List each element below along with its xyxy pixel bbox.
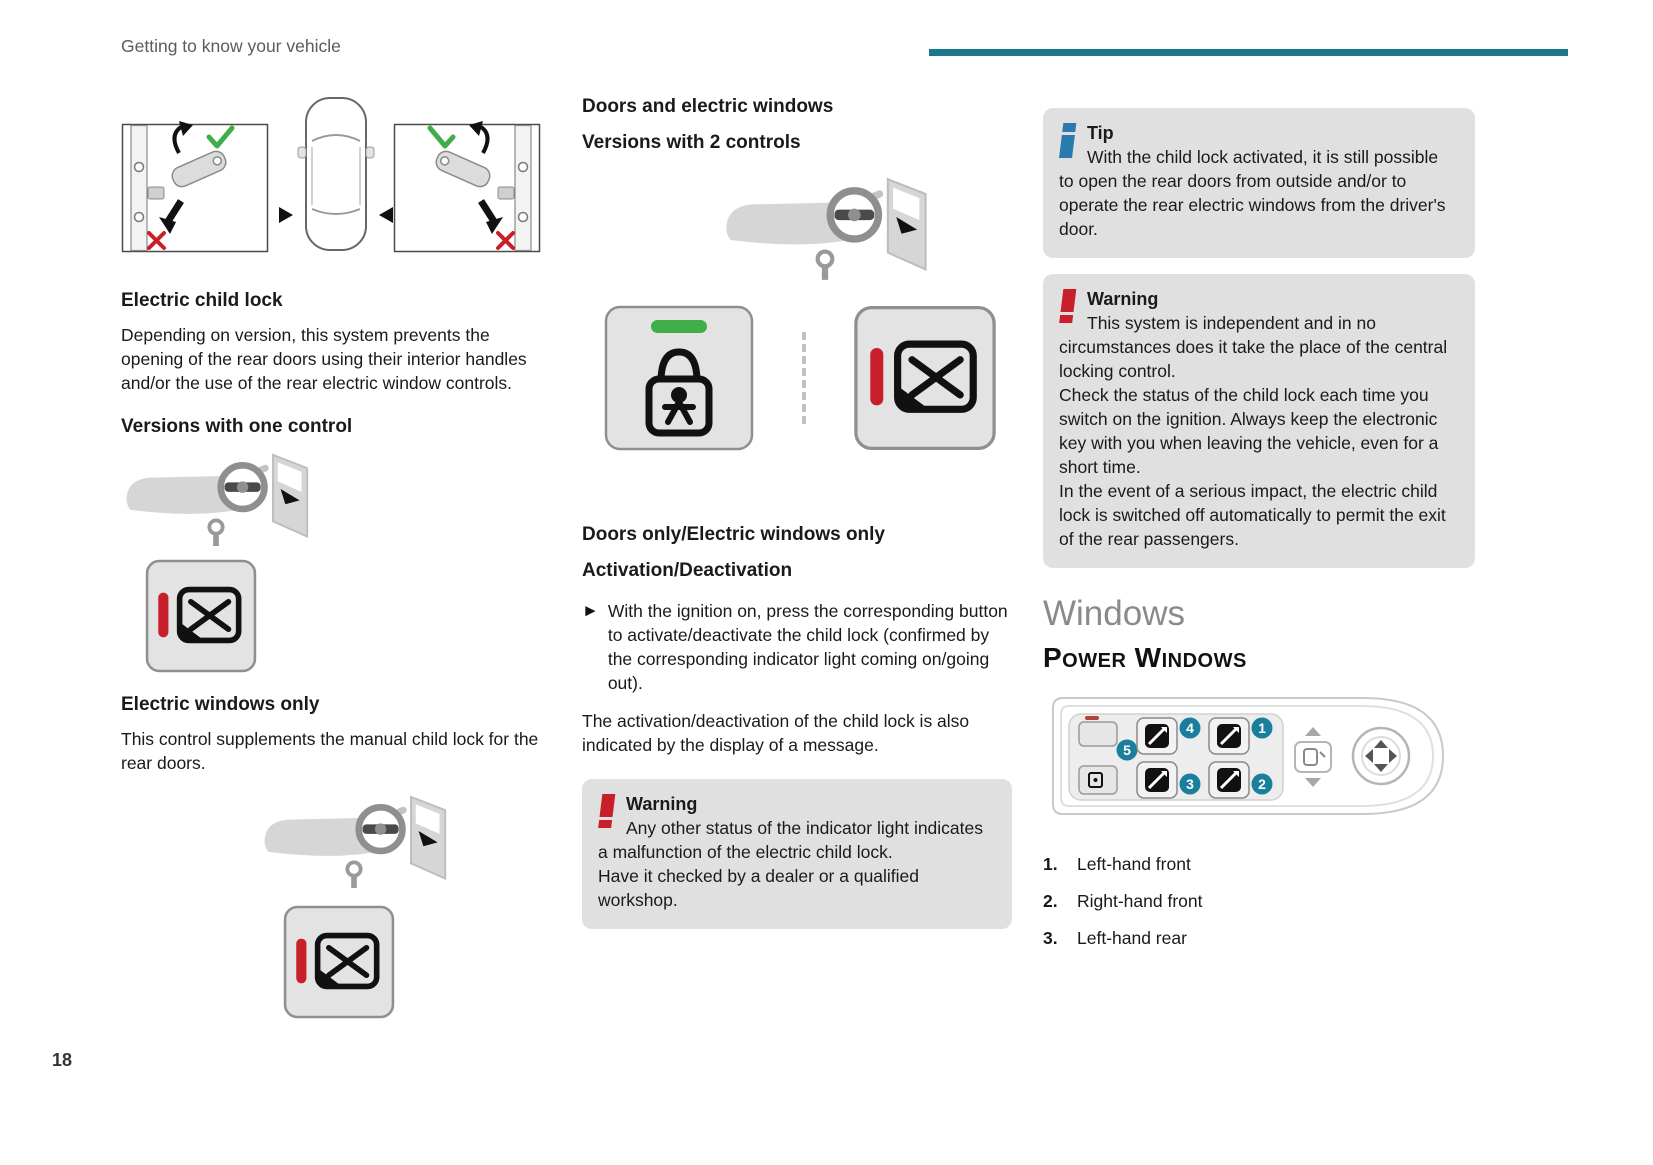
badge-2-label: 2 xyxy=(1258,776,1266,792)
legend-number: 2. xyxy=(1043,891,1058,911)
activation-title: Activation/Deactivation xyxy=(582,560,793,581)
deactivation-button xyxy=(1079,722,1117,746)
window-switch-icon xyxy=(1217,768,1241,792)
warning-line: Check the status of the child lock each time you switch on the ignition. Always keep the electronic key with you when leaving the vehicle, even for a short time. xyxy=(1059,385,1439,477)
lock-button xyxy=(1079,766,1117,794)
car-top-view-icon xyxy=(279,98,393,250)
warning-title: Warning xyxy=(626,794,698,814)
activation-note: The activation/deactivation of the child lock is also indicated by the display of a message. xyxy=(582,711,970,755)
window-switch-icon xyxy=(1217,724,1241,748)
key-icon xyxy=(347,862,360,875)
ignition-door-illustration xyxy=(259,791,449,891)
doors-only-title: Doors only/Electric windows only xyxy=(582,524,885,545)
power-windows-legend xyxy=(1043,852,1475,950)
legend-item xyxy=(1043,926,1475,950)
step-arrow-icon: ► xyxy=(582,601,599,620)
key-icon xyxy=(209,520,222,533)
versions-one-control-title: Versions with one control xyxy=(121,416,353,437)
arrow-left-icon xyxy=(379,207,393,223)
activation-step: ► With the ignition on, press the corresponding button to activate/deactivate the child lock (confirmed by the corresponding indicator light coming on/going out). xyxy=(582,601,1008,693)
dashed-divider xyxy=(802,332,806,424)
two-controls-buttons xyxy=(582,305,1012,451)
legend-item xyxy=(1043,852,1475,876)
ignition-door-illustration xyxy=(720,173,930,283)
warning-line: Any other status of the indicator light indicates a malfunction of the electric child lock. xyxy=(598,818,984,862)
window-switch-icon xyxy=(1145,724,1169,748)
badge-5-label: 5 xyxy=(1123,742,1131,758)
power-windows-control-figure xyxy=(1043,686,1453,826)
warning-line: In the event of a serious impact, the electric child lock is switched off automatically to permit the exit of the rear passengers. xyxy=(1059,481,1446,549)
red-indicator-light xyxy=(296,939,306,984)
red-led xyxy=(1085,716,1099,720)
section-header: Getting to know your vehicle xyxy=(121,36,341,56)
tip-body: With the child lock activated, it is still possible to open the rear doors from outside and/or to operate the rear electric windows from the driver's door. xyxy=(1059,147,1446,239)
electric-windows-only-title: Electric windows only xyxy=(121,694,320,715)
child-lock-doors-figure xyxy=(121,95,541,255)
versions-two-controls-title: Versions with 2 controls xyxy=(582,132,801,153)
key-icon xyxy=(818,252,833,267)
warning-line: This system is independent and in no circumstances does it take the place of the central locking control. xyxy=(1059,313,1448,381)
legend-item xyxy=(1043,889,1475,913)
doors-electric-windows-title: Doors and electric windows xyxy=(582,96,834,117)
child-lock-button xyxy=(604,305,754,451)
tip-box xyxy=(1043,108,1475,258)
column-right xyxy=(1043,95,1475,963)
column-middle xyxy=(582,95,1012,929)
red-indicator-light xyxy=(158,593,168,638)
ignition-door-illustration xyxy=(121,449,311,549)
warning-box-system xyxy=(1043,274,1475,568)
warning-box-malfunction xyxy=(582,779,1012,929)
red-indicator-light xyxy=(870,348,883,405)
legend-label: Left-hand rear xyxy=(1077,928,1187,948)
arrow-right-icon xyxy=(279,207,293,223)
green-indicator-light xyxy=(651,320,707,333)
legend-label: Left-hand front xyxy=(1077,854,1191,874)
badge-4-label: 4 xyxy=(1186,720,1194,736)
badge-3-label: 3 xyxy=(1186,776,1194,792)
electric-window-lock-button xyxy=(850,305,1000,451)
electric-child-lock-title: Electric child lock xyxy=(121,290,283,311)
electric-windows-only-body: This control supplements the manual child lock for the rear doors. xyxy=(121,729,539,773)
tip-title: Tip xyxy=(1087,123,1114,143)
legend-number: 3. xyxy=(1043,928,1058,948)
warning-title: Warning xyxy=(1087,289,1159,309)
electric-child-lock-body: Depending on version, this system prevents the opening of the rear doors using their interior handles and/or the use of the rear electric window controls. xyxy=(121,325,527,393)
electric-window-lock-button xyxy=(145,559,257,673)
badge-1-label: 1 xyxy=(1258,720,1266,736)
mirror-select-button xyxy=(1295,742,1331,772)
legend-label: Right-hand front xyxy=(1077,891,1203,911)
header-accent-bar xyxy=(929,49,1568,56)
electric-window-lock-button xyxy=(283,905,395,1019)
page-number: 18 xyxy=(52,1050,73,1070)
power-windows-title: Power Windows xyxy=(1043,642,1247,673)
windows-section-title: Windows xyxy=(1043,594,1185,633)
legend-number: 1. xyxy=(1043,854,1058,874)
rear-door-lock-panel xyxy=(123,121,268,252)
window-switch-icon xyxy=(1145,768,1169,792)
warning-line: Have it checked by a dealer or a qualified workshop. xyxy=(598,866,920,910)
column-left xyxy=(121,95,541,1019)
